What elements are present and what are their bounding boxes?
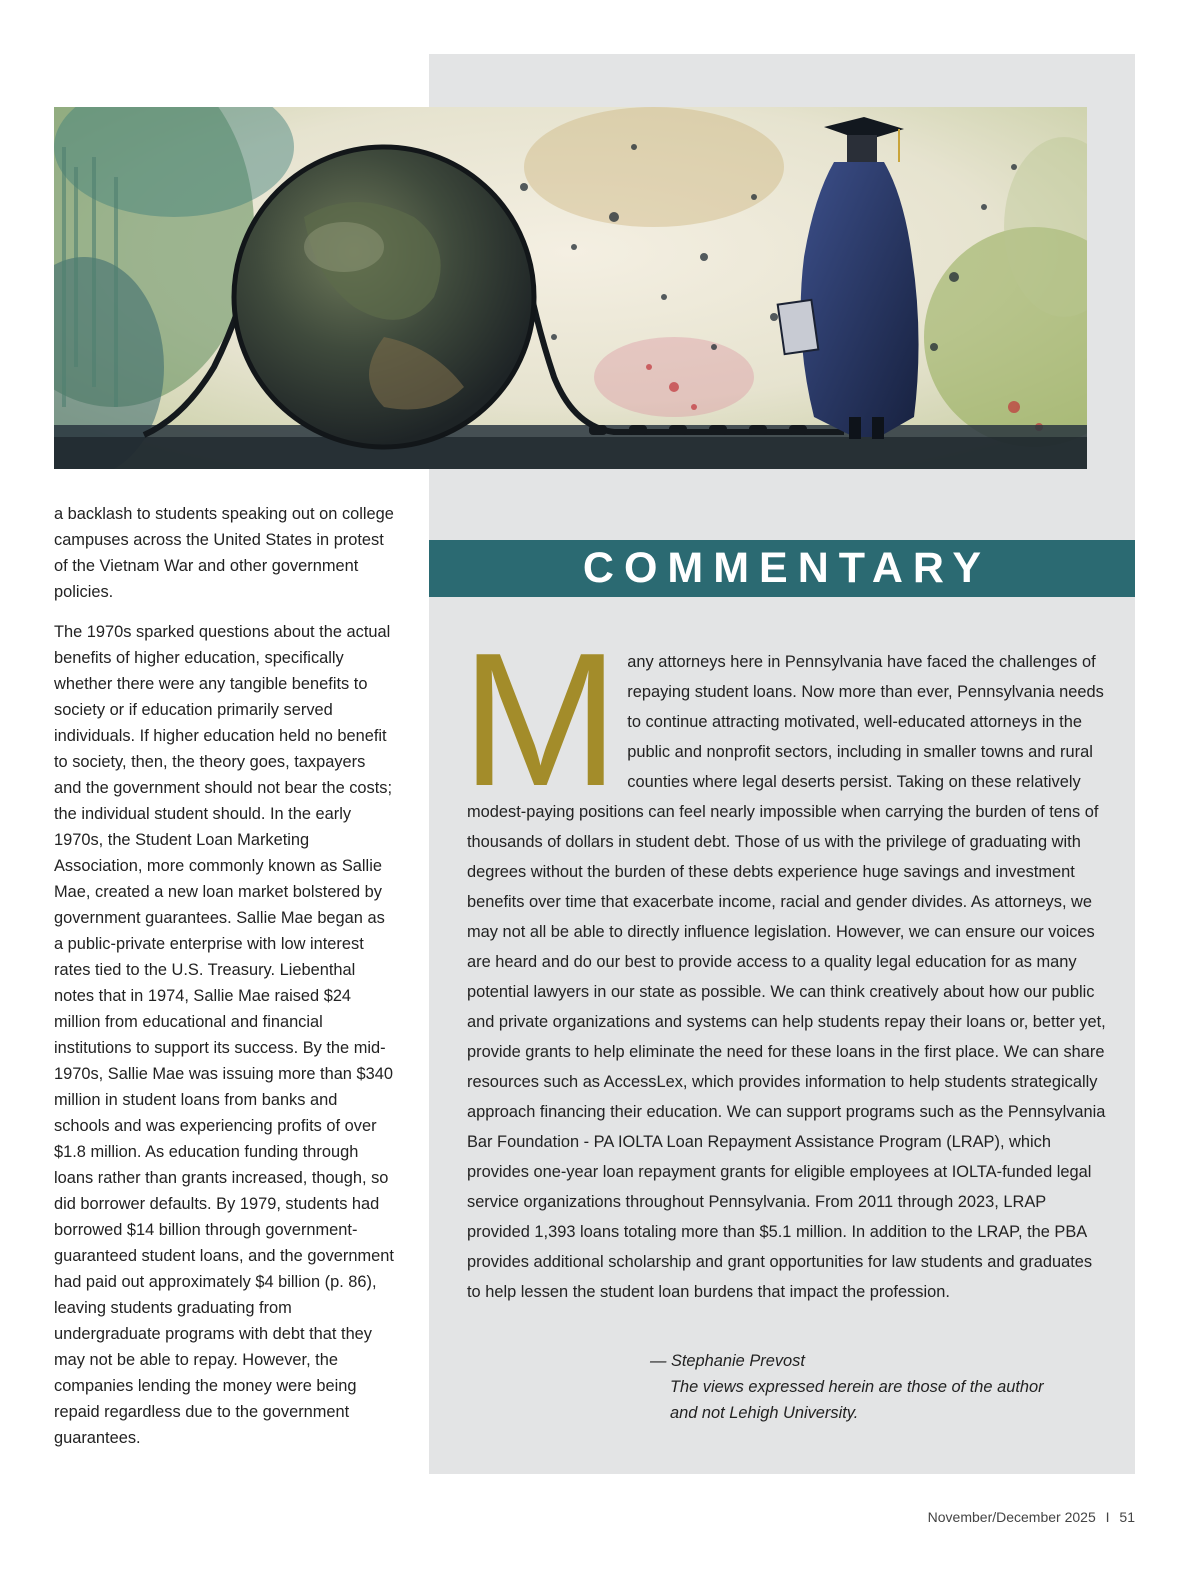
left-paragraph: a backlash to students speaking out on college campuses across the United States in protest of the Vietnam War and other government policies. <box>54 505 394 601</box>
commentary-heading: COMMENTARY <box>582 544 992 592</box>
page-footer <box>928 1509 1135 1525</box>
disclaimer-line-1: The views expressed herein are those of the author <box>670 1378 1044 1396</box>
student-debt-illustration <box>54 107 1087 469</box>
commentary-signoff <box>650 1348 1044 1426</box>
commentary-body <box>461 614 1107 1307</box>
footer-separator: I <box>1105 1509 1110 1525</box>
commentary-heading-banner <box>429 540 1135 597</box>
author-byline: — Stephanie Prevost <box>650 1352 805 1370</box>
page-number: 51 <box>1119 1509 1135 1525</box>
left-paragraph: The 1970s sparked questions about the actual benefits of higher education, specifically whether there were any tangible benefits to society or if education primarily served individuals. If higher education held no benefit to society, then, the theory goes, taxpayers and the government should not bear the costs; the individual student should. In the early 1970s, the Student Loan Marketing Association, more commonly known as Sallie Mae, created a new loan market bolstered by government guarantees. Sallie Mae began as a public-private enterprise with low interest rates tied to the U.S. Treasury. Liebenthal notes that in 1974, Sallie Mae raised $24 million from educational and financial institutions to support its success. By the mid-1970s, Sallie Mae was issuing more than $340 million in student loans from banks and schools and was experiencing profits of over $1.8 million. As education funding through loans rather than grants increased, though, so did borrower defaults. By 1979, students had borrowed $14 billion through government-guaranteed student loans, and the government had paid out approximately $4 billion (p. 86), leaving students graduating from undergraduate programs with debt that they may not be able to repay. However, the companies lending the money were being repaid regardless due to the government guarantees. <box>54 623 394 1447</box>
commentary-text: any attorneys here in Pennsylvania have faced the challenges of repaying student loans. Now more than ever, Pennsylvania needs to continue attracting motivated, well-educated attorneys in the public and nonprofit sectors, including in smaller towns and rural counties where legal deserts persist. Taking on these relatively modest-paying positions can feel nearly impossible when carrying the burden of tens of thousands of dollars in student debt. Those of us with the privilege of graduating with degrees without the burden of these debts experience huge savings and investment benefits over time that exacerbate income, racial and gender divides. As attorneys, we may not all be able to directly influence legislation. However, we can ensure our voices are heard and do our best to provide access to a quality legal education for as many potential lawyers in our state as possible. We can think creatively about how our public and private organizations and systems can help students repay their loans or, better yet, provide grants to help eliminate the need for these loans in the first place. We can share resources such as AccessLex, which provides information to help students strategically approach financing their education. We can support programs such as the Pennsylvania Bar Foundation - PA IOLTA Loan Repayment Assistance Program (LRAP), which provides one-year loan repayment grants for eligible employees at IOLTA-funded legal service organizations throughout Pennsylvania. From 2011 through 2023, LRAP provided 1,393 loans totaling more than $5.1 million. In addition to the LRAP, the PBA provides additional scholarship and grant opportunities for law students and graduates to help lessen the student loan burdens that impact the profession. <box>467 653 1106 1301</box>
issue-date: November/December 2025 <box>927 1509 1096 1525</box>
article-left-column <box>54 501 394 1465</box>
disclaimer-line-2: and not Lehigh University. <box>670 1404 859 1422</box>
drop-cap: M <box>461 614 620 826</box>
